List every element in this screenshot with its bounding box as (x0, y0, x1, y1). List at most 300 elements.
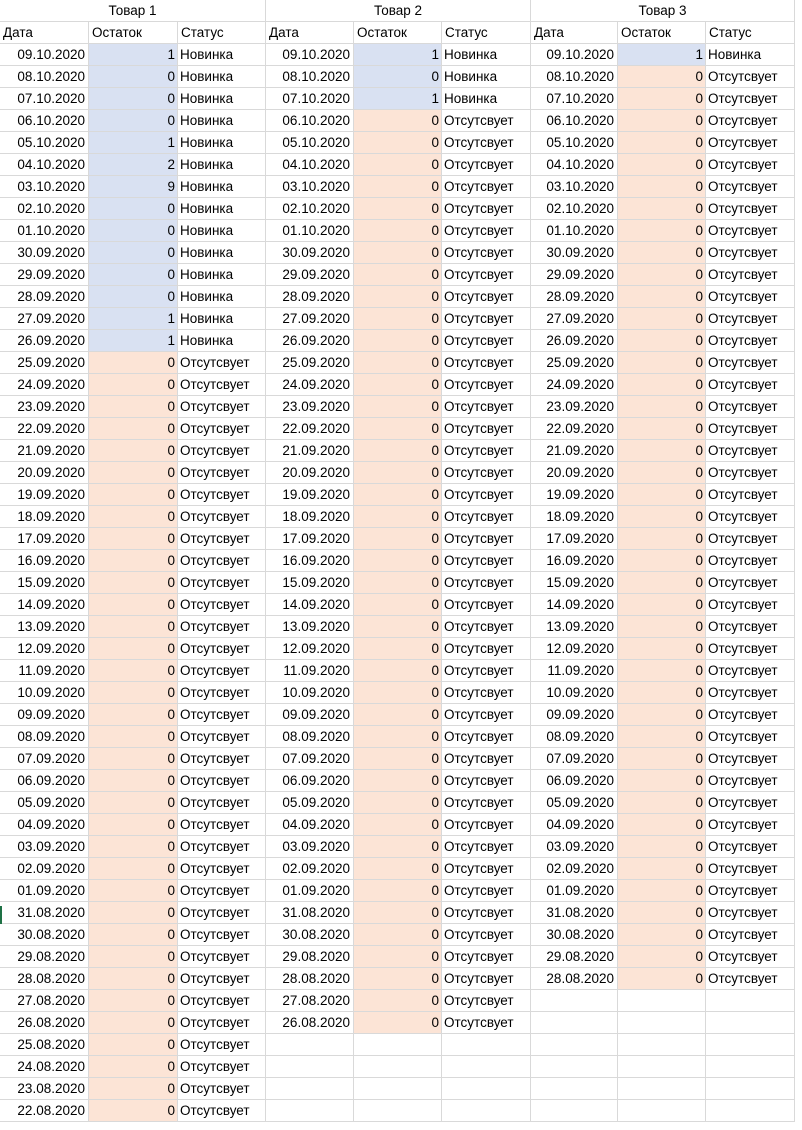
stock-cell[interactable]: 0 (618, 462, 706, 484)
stock-cell[interactable]: 0 (89, 682, 178, 704)
status-cell[interactable]: Отсутсвует (442, 286, 531, 308)
date-cell[interactable]: 23.08.2020 (0, 1078, 89, 1100)
stock-cell[interactable]: 0 (354, 946, 442, 968)
date-cell[interactable]: 15.09.2020 (531, 572, 618, 594)
stock-cell[interactable]: 0 (354, 704, 442, 726)
status-cell[interactable]: Отсутсвует (442, 968, 531, 990)
stock-cell[interactable]: 0 (618, 682, 706, 704)
stock-cell[interactable]: 0 (618, 660, 706, 682)
status-cell[interactable]: Отсутсвует (178, 924, 266, 946)
date-cell[interactable]: 29.08.2020 (531, 946, 618, 968)
status-cell[interactable]: Отсутсвует (442, 550, 531, 572)
date-cell[interactable]: 25.09.2020 (0, 352, 89, 374)
empty-cell[interactable] (442, 1078, 531, 1100)
status-cell[interactable]: Отсутсвует (178, 990, 266, 1012)
status-cell[interactable]: Отсутсвует (706, 968, 795, 990)
date-cell[interactable]: 03.09.2020 (266, 836, 354, 858)
status-cell[interactable]: Отсутсвует (442, 418, 531, 440)
date-cell[interactable]: 12.09.2020 (266, 638, 354, 660)
status-cell[interactable]: Отсутсвует (178, 968, 266, 990)
empty-cell[interactable] (531, 1078, 618, 1100)
stock-cell[interactable]: 0 (89, 264, 178, 286)
stock-cell[interactable]: 0 (618, 858, 706, 880)
status-cell[interactable]: Отсутсвует (442, 704, 531, 726)
stock-cell[interactable]: 0 (89, 198, 178, 220)
stock-cell[interactable]: 0 (354, 616, 442, 638)
stock-cell[interactable]: 0 (89, 726, 178, 748)
status-cell[interactable]: Отсутсвует (178, 594, 266, 616)
status-cell[interactable]: Отсутсвует (442, 198, 531, 220)
status-cell[interactable]: Новинка (442, 66, 531, 88)
date-cell[interactable]: 17.09.2020 (531, 528, 618, 550)
date-cell[interactable]: 16.09.2020 (531, 550, 618, 572)
product-title[interactable]: Товар 1 (0, 0, 266, 22)
status-cell[interactable]: Отсутсвует (178, 462, 266, 484)
stock-cell[interactable]: 0 (354, 990, 442, 1012)
date-cell[interactable]: 11.09.2020 (0, 660, 89, 682)
stock-cell[interactable]: 0 (89, 946, 178, 968)
empty-cell[interactable] (618, 990, 706, 1012)
status-cell[interactable]: Отсутсвует (706, 946, 795, 968)
date-cell[interactable]: 16.09.2020 (266, 550, 354, 572)
stock-cell[interactable]: 0 (618, 594, 706, 616)
status-cell[interactable]: Отсутсвует (706, 704, 795, 726)
date-cell[interactable]: 07.10.2020 (0, 88, 89, 110)
status-cell[interactable]: Отсутсвует (442, 836, 531, 858)
status-cell[interactable]: Отсутсвует (706, 924, 795, 946)
date-cell[interactable]: 15.09.2020 (266, 572, 354, 594)
date-cell[interactable]: 29.09.2020 (266, 264, 354, 286)
stock-cell[interactable]: 0 (618, 968, 706, 990)
date-cell[interactable]: 27.09.2020 (531, 308, 618, 330)
stock-cell[interactable]: 0 (89, 352, 178, 374)
date-cell[interactable]: 06.10.2020 (266, 110, 354, 132)
stock-cell[interactable]: 0 (89, 1078, 178, 1100)
status-cell[interactable]: Новинка (178, 308, 266, 330)
stock-cell[interactable]: 0 (618, 814, 706, 836)
date-cell[interactable]: 22.09.2020 (266, 418, 354, 440)
product-title[interactable]: Товар 2 (266, 0, 531, 22)
stock-cell[interactable]: 0 (89, 880, 178, 902)
status-cell[interactable]: Отсутсвует (442, 242, 531, 264)
status-cell[interactable]: Отсутсвует (178, 770, 266, 792)
date-cell[interactable]: 28.08.2020 (266, 968, 354, 990)
date-cell[interactable]: 17.09.2020 (266, 528, 354, 550)
stock-cell[interactable]: 0 (354, 374, 442, 396)
stock-cell[interactable]: 0 (354, 1012, 442, 1034)
column-label-stock[interactable]: Остаток (618, 22, 706, 44)
stock-cell[interactable]: 0 (354, 198, 442, 220)
date-cell[interactable]: 10.09.2020 (266, 682, 354, 704)
stock-cell[interactable]: 0 (354, 66, 442, 88)
empty-cell[interactable] (266, 1034, 354, 1056)
date-cell[interactable]: 08.09.2020 (531, 726, 618, 748)
stock-cell[interactable]: 0 (618, 748, 706, 770)
stock-cell[interactable]: 0 (618, 242, 706, 264)
status-cell[interactable]: Отсутсвует (178, 506, 266, 528)
status-cell[interactable]: Новинка (178, 330, 266, 352)
status-cell[interactable]: Отсутсвует (706, 880, 795, 902)
status-cell[interactable]: Отсутсвует (706, 792, 795, 814)
status-cell[interactable]: Отсутсвует (178, 550, 266, 572)
date-cell[interactable]: 08.09.2020 (266, 726, 354, 748)
stock-cell[interactable]: 0 (89, 88, 178, 110)
empty-cell[interactable] (266, 1100, 354, 1122)
status-cell[interactable]: Отсутсвует (706, 396, 795, 418)
date-cell[interactable]: 07.09.2020 (0, 748, 89, 770)
stock-cell[interactable]: 1 (89, 308, 178, 330)
stock-cell[interactable]: 0 (89, 968, 178, 990)
status-cell[interactable]: Отсутсвует (706, 198, 795, 220)
stock-cell[interactable]: 0 (354, 220, 442, 242)
date-cell[interactable]: 05.09.2020 (531, 792, 618, 814)
status-cell[interactable]: Отсутсвует (442, 902, 531, 924)
date-cell[interactable]: 29.09.2020 (531, 264, 618, 286)
status-cell[interactable]: Новинка (706, 44, 795, 66)
status-cell[interactable]: Отсутсвует (706, 418, 795, 440)
date-cell[interactable]: 08.10.2020 (266, 66, 354, 88)
stock-cell[interactable]: 0 (618, 902, 706, 924)
date-cell[interactable]: 26.09.2020 (0, 330, 89, 352)
date-cell[interactable]: 22.09.2020 (531, 418, 618, 440)
status-cell[interactable]: Отсутсвует (178, 374, 266, 396)
date-cell[interactable]: 30.09.2020 (531, 242, 618, 264)
stock-cell[interactable]: 0 (618, 792, 706, 814)
date-cell[interactable]: 24.09.2020 (531, 374, 618, 396)
status-cell[interactable]: Новинка (178, 66, 266, 88)
stock-cell[interactable]: 0 (354, 880, 442, 902)
date-cell[interactable]: 07.09.2020 (531, 748, 618, 770)
stock-cell[interactable]: 0 (89, 748, 178, 770)
date-cell[interactable]: 30.09.2020 (266, 242, 354, 264)
date-cell[interactable]: 31.08.2020 (0, 902, 89, 924)
status-cell[interactable]: Отсутсвует (178, 396, 266, 418)
status-cell[interactable]: Отсутсвует (442, 924, 531, 946)
stock-cell[interactable]: 1 (89, 44, 178, 66)
empty-cell[interactable] (706, 990, 795, 1012)
status-cell[interactable]: Отсутсвует (442, 440, 531, 462)
status-cell[interactable]: Отсутсвует (442, 616, 531, 638)
status-cell[interactable]: Новинка (178, 220, 266, 242)
empty-cell[interactable] (618, 1056, 706, 1078)
stock-cell[interactable]: 0 (354, 462, 442, 484)
date-cell[interactable]: 06.10.2020 (0, 110, 89, 132)
date-cell[interactable]: 26.09.2020 (531, 330, 618, 352)
empty-cell[interactable] (618, 1012, 706, 1034)
stock-cell[interactable]: 0 (89, 1034, 178, 1056)
status-cell[interactable]: Отсутсвует (442, 814, 531, 836)
status-cell[interactable]: Отсутсвует (442, 330, 531, 352)
date-cell[interactable]: 29.08.2020 (266, 946, 354, 968)
date-cell[interactable]: 27.08.2020 (266, 990, 354, 1012)
date-cell[interactable]: 30.09.2020 (0, 242, 89, 264)
stock-cell[interactable]: 0 (89, 1056, 178, 1078)
stock-cell[interactable]: 0 (354, 902, 442, 924)
empty-cell[interactable] (442, 1056, 531, 1078)
stock-cell[interactable]: 0 (354, 770, 442, 792)
date-cell[interactable]: 26.09.2020 (266, 330, 354, 352)
date-cell[interactable]: 08.09.2020 (0, 726, 89, 748)
status-cell[interactable]: Отсутсвует (178, 814, 266, 836)
date-cell[interactable]: 07.09.2020 (266, 748, 354, 770)
status-cell[interactable]: Отсутсвует (706, 902, 795, 924)
stock-cell[interactable]: 0 (354, 550, 442, 572)
status-cell[interactable]: Отсутсвует (442, 682, 531, 704)
stock-cell[interactable]: 0 (618, 330, 706, 352)
stock-cell[interactable]: 0 (618, 770, 706, 792)
stock-cell[interactable]: 0 (354, 352, 442, 374)
date-cell[interactable]: 02.09.2020 (0, 858, 89, 880)
date-cell[interactable]: 09.09.2020 (531, 704, 618, 726)
stock-cell[interactable]: 0 (618, 88, 706, 110)
stock-cell[interactable]: 0 (354, 418, 442, 440)
status-cell[interactable]: Отсутсвует (442, 770, 531, 792)
date-cell[interactable]: 24.09.2020 (266, 374, 354, 396)
date-cell[interactable]: 28.09.2020 (531, 286, 618, 308)
stock-cell[interactable]: 0 (618, 638, 706, 660)
status-cell[interactable]: Отсутсвует (442, 352, 531, 374)
stock-cell[interactable]: 0 (618, 66, 706, 88)
date-cell[interactable]: 04.09.2020 (0, 814, 89, 836)
status-cell[interactable]: Отсутсвует (442, 594, 531, 616)
date-cell[interactable]: 03.10.2020 (266, 176, 354, 198)
stock-cell[interactable]: 1 (354, 88, 442, 110)
stock-cell[interactable]: 0 (89, 440, 178, 462)
status-cell[interactable]: Отсутсвует (178, 1056, 266, 1078)
stock-cell[interactable]: 0 (354, 792, 442, 814)
status-cell[interactable]: Отсутсвует (442, 154, 531, 176)
stock-cell[interactable]: 1 (89, 330, 178, 352)
status-cell[interactable]: Отсутсвует (178, 352, 266, 374)
status-cell[interactable]: Отсутсвует (178, 616, 266, 638)
stock-cell[interactable]: 0 (89, 704, 178, 726)
empty-cell[interactable] (266, 1056, 354, 1078)
stock-cell[interactable]: 0 (89, 638, 178, 660)
stock-cell[interactable]: 2 (89, 154, 178, 176)
stock-cell[interactable]: 0 (89, 66, 178, 88)
status-cell[interactable]: Отсутсвует (706, 110, 795, 132)
date-cell[interactable]: 25.08.2020 (0, 1034, 89, 1056)
empty-cell[interactable] (354, 1078, 442, 1100)
status-cell[interactable]: Отсутсвует (706, 660, 795, 682)
status-cell[interactable]: Новинка (178, 198, 266, 220)
stock-cell[interactable]: 0 (89, 572, 178, 594)
status-cell[interactable]: Отсутсвует (442, 506, 531, 528)
stock-cell[interactable]: 0 (89, 220, 178, 242)
status-cell[interactable]: Отсутсвует (706, 594, 795, 616)
status-cell[interactable]: Отсутсвует (442, 792, 531, 814)
date-cell[interactable]: 25.09.2020 (531, 352, 618, 374)
date-cell[interactable]: 14.09.2020 (0, 594, 89, 616)
empty-cell[interactable] (706, 1100, 795, 1122)
stock-cell[interactable]: 0 (354, 308, 442, 330)
stock-cell[interactable]: 0 (354, 528, 442, 550)
date-cell[interactable]: 06.09.2020 (531, 770, 618, 792)
date-cell[interactable]: 16.09.2020 (0, 550, 89, 572)
stock-cell[interactable]: 0 (354, 330, 442, 352)
status-cell[interactable]: Отсутсвует (178, 418, 266, 440)
empty-cell[interactable] (531, 1012, 618, 1034)
status-cell[interactable]: Отсутсвует (442, 638, 531, 660)
date-cell[interactable]: 21.09.2020 (531, 440, 618, 462)
date-cell[interactable]: 05.09.2020 (0, 792, 89, 814)
status-cell[interactable]: Отсутсвует (442, 572, 531, 594)
stock-cell[interactable]: 0 (618, 880, 706, 902)
stock-cell[interactable]: 0 (89, 484, 178, 506)
date-cell[interactable]: 12.09.2020 (531, 638, 618, 660)
date-cell[interactable]: 22.09.2020 (0, 418, 89, 440)
stock-cell[interactable]: 9 (89, 176, 178, 198)
date-cell[interactable]: 02.09.2020 (531, 858, 618, 880)
date-cell[interactable]: 18.09.2020 (0, 506, 89, 528)
stock-cell[interactable]: 1 (618, 44, 706, 66)
stock-cell[interactable]: 0 (618, 220, 706, 242)
date-cell[interactable]: 27.09.2020 (0, 308, 89, 330)
status-cell[interactable]: Новинка (178, 44, 266, 66)
status-cell[interactable]: Отсутсвует (706, 638, 795, 660)
stock-cell[interactable]: 0 (618, 704, 706, 726)
stock-cell[interactable]: 0 (354, 572, 442, 594)
stock-cell[interactable]: 0 (618, 374, 706, 396)
empty-cell[interactable] (618, 1100, 706, 1122)
date-cell[interactable]: 01.10.2020 (0, 220, 89, 242)
date-cell[interactable]: 28.08.2020 (531, 968, 618, 990)
stock-cell[interactable]: 0 (354, 594, 442, 616)
date-cell[interactable]: 26.08.2020 (266, 1012, 354, 1034)
stock-cell[interactable]: 0 (354, 858, 442, 880)
empty-cell[interactable] (706, 1078, 795, 1100)
status-cell[interactable]: Отсутсвует (442, 308, 531, 330)
stock-cell[interactable]: 0 (89, 1100, 178, 1122)
stock-cell[interactable]: 0 (354, 814, 442, 836)
stock-cell[interactable]: 0 (89, 506, 178, 528)
date-cell[interactable]: 14.09.2020 (266, 594, 354, 616)
status-cell[interactable]: Отсутсвует (442, 462, 531, 484)
status-cell[interactable]: Отсутсвует (706, 308, 795, 330)
stock-cell[interactable]: 0 (89, 858, 178, 880)
status-cell[interactable]: Отсутсвует (442, 858, 531, 880)
status-cell[interactable]: Отсутсвует (706, 726, 795, 748)
stock-cell[interactable]: 0 (89, 1012, 178, 1034)
date-cell[interactable]: 04.10.2020 (266, 154, 354, 176)
date-cell[interactable]: 30.08.2020 (0, 924, 89, 946)
date-cell[interactable]: 14.09.2020 (531, 594, 618, 616)
status-cell[interactable]: Отсутсвует (442, 726, 531, 748)
status-cell[interactable]: Новинка (178, 264, 266, 286)
stock-cell[interactable]: 0 (354, 242, 442, 264)
date-cell[interactable]: 06.09.2020 (0, 770, 89, 792)
status-cell[interactable]: Отсутсвует (178, 792, 266, 814)
date-cell[interactable]: 06.10.2020 (531, 110, 618, 132)
status-cell[interactable]: Новинка (178, 242, 266, 264)
status-cell[interactable]: Отсутсвует (178, 704, 266, 726)
empty-cell[interactable] (706, 1034, 795, 1056)
empty-cell[interactable] (706, 1056, 795, 1078)
status-cell[interactable]: Отсутсвует (706, 550, 795, 572)
status-cell[interactable]: Отсутсвует (178, 682, 266, 704)
stock-cell[interactable]: 0 (354, 660, 442, 682)
status-cell[interactable]: Отсутсвует (178, 836, 266, 858)
date-cell[interactable]: 23.09.2020 (531, 396, 618, 418)
stock-cell[interactable]: 0 (354, 286, 442, 308)
date-cell[interactable]: 09.09.2020 (266, 704, 354, 726)
stock-cell[interactable]: 0 (354, 154, 442, 176)
status-cell[interactable]: Отсутсвует (706, 440, 795, 462)
date-cell[interactable]: 04.10.2020 (0, 154, 89, 176)
status-cell[interactable]: Отсутсвует (442, 374, 531, 396)
status-cell[interactable]: Отсутсвует (442, 990, 531, 1012)
product-title[interactable]: Товар 3 (531, 0, 795, 22)
empty-cell[interactable] (354, 1056, 442, 1078)
stock-cell[interactable]: 0 (618, 396, 706, 418)
date-cell[interactable]: 28.09.2020 (0, 286, 89, 308)
date-cell[interactable]: 15.09.2020 (0, 572, 89, 594)
stock-cell[interactable]: 0 (354, 924, 442, 946)
empty-cell[interactable] (531, 1056, 618, 1078)
status-cell[interactable]: Отсутсвует (706, 264, 795, 286)
date-cell[interactable]: 17.09.2020 (0, 528, 89, 550)
stock-cell[interactable]: 0 (618, 110, 706, 132)
stock-cell[interactable]: 0 (89, 990, 178, 1012)
status-cell[interactable]: Отсутсвует (706, 506, 795, 528)
date-cell[interactable]: 27.08.2020 (0, 990, 89, 1012)
date-cell[interactable]: 13.09.2020 (531, 616, 618, 638)
stock-cell[interactable]: 0 (354, 176, 442, 198)
date-cell[interactable]: 03.09.2020 (0, 836, 89, 858)
date-cell[interactable]: 01.09.2020 (531, 880, 618, 902)
status-cell[interactable]: Отсутсвует (442, 946, 531, 968)
date-cell[interactable]: 20.09.2020 (0, 462, 89, 484)
stock-cell[interactable]: 0 (89, 924, 178, 946)
status-cell[interactable]: Новинка (442, 88, 531, 110)
date-cell[interactable]: 13.09.2020 (0, 616, 89, 638)
stock-cell[interactable]: 0 (618, 550, 706, 572)
status-cell[interactable]: Отсутсвует (178, 726, 266, 748)
stock-cell[interactable]: 0 (89, 286, 178, 308)
status-cell[interactable]: Отсутсвует (178, 638, 266, 660)
status-cell[interactable]: Отсутсвует (178, 748, 266, 770)
stock-cell[interactable]: 0 (354, 440, 442, 462)
stock-cell[interactable]: 0 (354, 484, 442, 506)
empty-cell[interactable] (531, 1100, 618, 1122)
status-cell[interactable]: Новинка (178, 176, 266, 198)
stock-cell[interactable]: 1 (354, 44, 442, 66)
stock-cell[interactable]: 0 (618, 308, 706, 330)
date-cell[interactable]: 08.10.2020 (0, 66, 89, 88)
stock-cell[interactable]: 0 (89, 110, 178, 132)
date-cell[interactable]: 08.10.2020 (531, 66, 618, 88)
date-cell[interactable]: 26.08.2020 (0, 1012, 89, 1034)
stock-cell[interactable]: 0 (618, 198, 706, 220)
date-cell[interactable]: 27.09.2020 (266, 308, 354, 330)
empty-cell[interactable] (618, 1034, 706, 1056)
column-label-status[interactable]: Статус (442, 22, 531, 44)
date-cell[interactable]: 23.09.2020 (266, 396, 354, 418)
stock-cell[interactable]: 0 (354, 836, 442, 858)
date-cell[interactable]: 20.09.2020 (531, 462, 618, 484)
date-cell[interactable]: 13.09.2020 (266, 616, 354, 638)
date-cell[interactable]: 24.08.2020 (0, 1056, 89, 1078)
status-cell[interactable]: Отсутсвует (706, 132, 795, 154)
stock-cell[interactable]: 1 (89, 132, 178, 154)
empty-cell[interactable] (442, 1034, 531, 1056)
stock-cell[interactable]: 0 (618, 572, 706, 594)
date-cell[interactable]: 01.09.2020 (0, 880, 89, 902)
empty-cell[interactable] (354, 1100, 442, 1122)
status-cell[interactable]: Отсутсвует (178, 1100, 266, 1122)
date-cell[interactable]: 04.10.2020 (531, 154, 618, 176)
empty-cell[interactable] (531, 990, 618, 1012)
